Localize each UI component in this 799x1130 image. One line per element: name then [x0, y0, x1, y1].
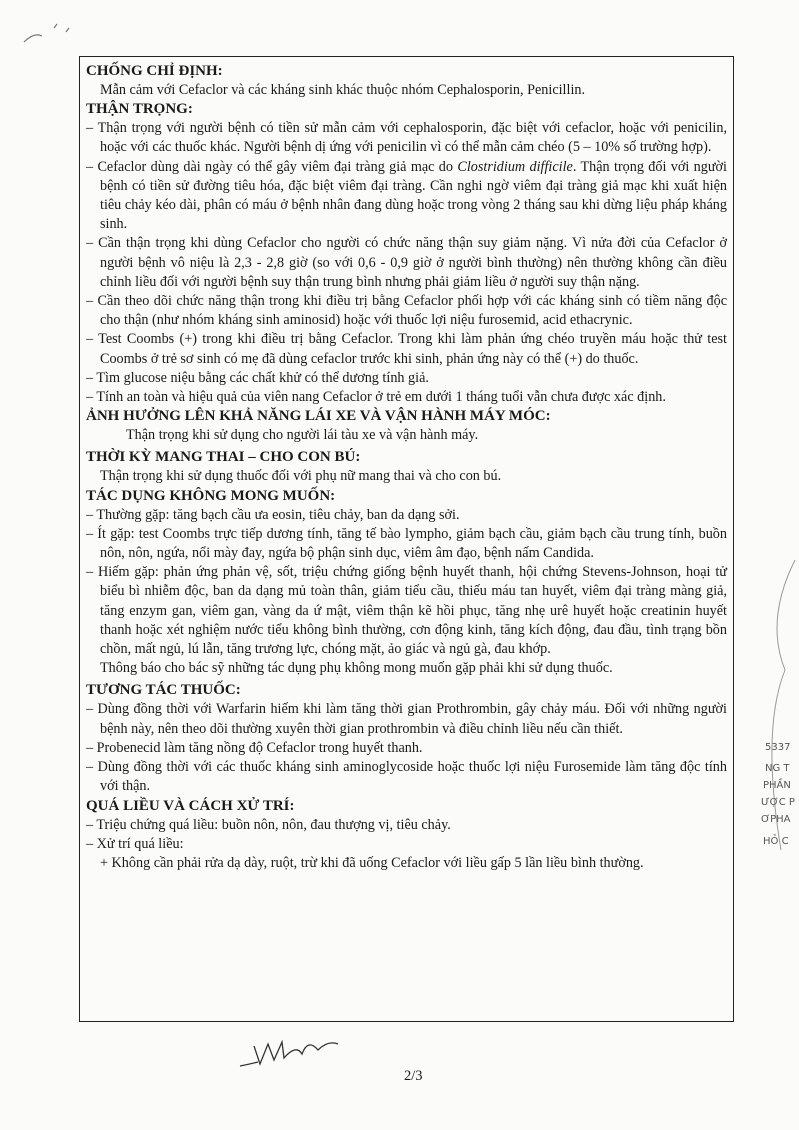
section-title: TƯƠNG TÁC THUỐC:: [86, 682, 241, 699]
section-title: QUÁ LIỀU VÀ CÁCH XỬ TRÍ:: [86, 797, 295, 814]
list-sub-item: + Không cần phải rửa dạ dày, ruột, trừ khi đã uống Cefaclor với liều gấp 5 lần liều bình thường.: [100, 854, 644, 871]
list-item: – Dùng đồng thời với các thuốc kháng sinh aminoglycoside hoặc thuốc lợi niệu Furosemide làm tăng độc tính với thận.: [86, 759, 727, 795]
list-item: – Xử trí quá liều:: [86, 835, 184, 852]
section-text: Mẫn cảm với Cefaclor và các kháng sinh khác thuộc nhóm Cephalosporin, Penicillin.: [100, 82, 586, 98]
section-title: ẢNH HƯỞNG LÊN KHẢ NĂNG LÁI XE VÀ VẬN HÀNH MÁY MÓC:: [86, 408, 551, 425]
list-item: – Probenecid làm tăng nồng độ Cefaclor trong huyết thanh.: [86, 739, 423, 756]
list-item: – Hiếm gặp: phản ứng phản vệ, sốt, triệu chứng giống bệnh huyết thanh, hội chứng Stevens-Johnson, hoại tử biểu bì nhiễm độc, ban da dạng mủ toàn thân, giảm tiểu cầu, thiếu máu tan huyết, viêm đại tràng màng giả, tăng enzym gan, viêm gan, vàng da ứ mật, viêm thận kẽ hồi phục, tăng nhẹ urê huyết hoặc creatinin huyết thanh hoặc xét nghiệm nước tiểu không bình thường, cơn động kinh, tăng kích động, đau đầu, tình trạng bồn chồn, mất ngủ, lú lẫn, tăng trương lực, chóng mặt, ảo giác và ngủ gà, đau khớp.: [86, 564, 727, 658]
section-overdose: [86, 797, 727, 874]
section-driving: [86, 407, 727, 445]
list-item: – Cần theo dõi chức năng thận trong khi điều trị bằng Cefaclor phối hợp với các kháng sinh có tiềm năng độc cho thận (như nhóm kháng sinh aminosid) hoặc với thuốc lợi niệu furosemid, acid ethacrynic.: [86, 293, 727, 329]
list-item: – Triệu chứng quá liều: buồn nôn, nôn, đau thượng vị, tiêu chảy.: [86, 816, 451, 833]
page-number: 2/3: [404, 1068, 423, 1084]
list-item: – Tìm glucose niệu bằng các chất khử có thể dương tính giả.: [86, 369, 429, 386]
section-contraindications: [86, 62, 727, 100]
list-item: – Ít gặp: test Coombs trực tiếp dương tính, tăng tế bào lympho, giảm bạch cầu, giảm bạch cầu trung tính, buồn nôn, nôn, ngứa, nổi mày đay, ngứa bộ phận sinh dục, viêm âm đạo, bệnh nấm Candida.: [86, 525, 727, 562]
list-item: – Thận trọng với người bệnh có tiền sử mẫn cảm với cephalosporin, đặc biệt với cefaclor, hoặc với penicilin, hoặc với các thuốc khác. Người bệnh dị ứng với penicilin vì có thể mẫn cảm chéo (5 – 10% số trường hợp).: [86, 120, 727, 156]
stamp-text: PHẦN: [763, 780, 791, 791]
section-text: Thận trọng khi sử dụng thuốc đối với phụ nữ mang thai và cho con bú.: [100, 468, 502, 485]
section-title: TÁC DỤNG KHÔNG MONG MUỐN:: [86, 487, 336, 504]
stamp-text: ƠPHA: [761, 814, 791, 825]
handwritten-signature: [238, 1032, 348, 1077]
stamp-text: ƯỢC P: [761, 797, 795, 808]
section-note: Thông báo cho bác sỹ những tác dụng phụ không mong muốn gặp phải khi sử dụng thuốc.: [100, 660, 613, 677]
list-item: – Cefaclor dùng dài ngày có thể gây viêm đại tràng giả mạc do Clostridium difficile. Thận trọng đối với người bệnh có tiền sử đường tiêu hóa, đặc biệt viêm đại tràng. Cần nghi ngờ viêm đại tràng giả mạc khi xuất hiện tiêu chảy kéo dài, phân có máu ở bệnh nhân đang dùng hoặc trong vòng 2 tháng sau khi dừng liệu pháp kháng sinh.: [86, 158, 727, 233]
list-item: – Test Coombs (+) trong khi điều trị bằng Cefaclor. Trong khi làm phản ứng chéo truyền máu hoặc thử test Coombs ở trẻ sơ sinh có mẹ đã dùng cefaclor trước khi sinh, phản ứng này có thể (+) do thuốc.: [86, 331, 727, 367]
list-item: – Thường gặp: tăng bạch cầu ưa eosin, tiêu chảy, ban da dạng sởi.: [86, 506, 460, 523]
stamp-fragment: [755, 560, 799, 850]
stamp-text: NG T: [765, 763, 790, 774]
section-text: Thận trọng khi sử dụng cho người lái tàu xe và vận hành máy.: [126, 427, 479, 444]
list-item: – Tính an toàn và hiệu quả của viên nang Cefaclor ở trẻ em dưới 1 tháng tuổi vẫn chưa được xác định.: [86, 389, 666, 406]
stamp-text: 5337: [765, 742, 791, 753]
italic-term: Clostridium difficile: [457, 158, 573, 175]
document-frame: [79, 56, 734, 1022]
list-item: – Dùng đồng thời với Warfarin hiếm khi làm tăng thời gian Prothrombin, gây chảy máu. Đối với những người bệnh này, nên theo dõi thường xuyên thời gian prothrombin và điều chỉnh liều nếu cần thiết.: [86, 701, 727, 737]
section-interactions: [86, 681, 727, 796]
corner-scribble: [14, 18, 84, 53]
section-precautions: [86, 100, 727, 407]
section-title: THẬN TRỌNG:: [86, 101, 193, 118]
section-side-effects: [86, 487, 727, 679]
section-title: THỜI KỲ MANG THAI – CHO CON BÚ:: [86, 449, 361, 466]
stamp-text: HỎ C: [763, 836, 789, 847]
section-title: CHỐNG CHỈ ĐỊNH:: [86, 63, 223, 79]
section-pregnancy: [86, 448, 727, 486]
list-item: – Cần thận trọng khi dùng Cefaclor cho người có chức năng thận suy giảm nặng. Vì nửa đời của Cefaclor ở người bệnh vô niệu là 2,3 - 2,8 giờ (so với 0,6 - 0,9 giờ ở người bình thường) nên thường không cần điều chỉnh liều đối với người bệnh suy thận trung bình nhưng phải giảm liều ở người suy thận nặng.: [86, 235, 727, 290]
